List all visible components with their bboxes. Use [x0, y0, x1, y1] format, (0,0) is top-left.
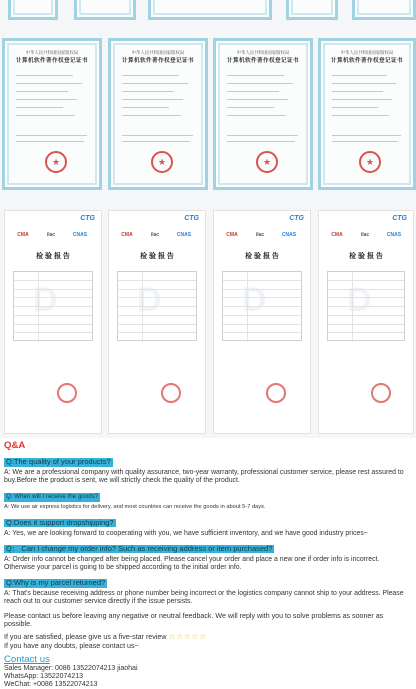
red-seal-icon	[371, 383, 391, 403]
cnas-logo: CNAS	[176, 232, 192, 238]
red-seal-icon: ★	[151, 151, 173, 173]
question-change-order: Q： Can I change my order info? Such as receiving address or item purchased?	[6, 543, 273, 553]
certificate-top-3	[148, 0, 272, 20]
watermark: D	[33, 281, 58, 319]
report-table	[327, 271, 405, 341]
copyright-certificate-3	[213, 38, 313, 190]
qa-item-delivery	[4, 485, 412, 511]
certificate-top-1	[8, 0, 58, 20]
sales-manager-line: Sales Manager: 0086 13522074213 jiaohai	[4, 664, 138, 672]
contact-title: Contact us	[4, 653, 50, 665]
watermark: D	[242, 281, 267, 319]
qa-item-dropshipping	[4, 512, 412, 538]
red-seal-icon: ★	[256, 151, 278, 173]
certificate-top-4	[286, 0, 338, 20]
doubts-note: If you have any doubts, please contact us~	[4, 641, 139, 650]
certificate-title: 计算机软件著作权登记证书	[227, 58, 299, 64]
ctg-logo: CTG	[80, 215, 95, 222]
inspection-report-1	[4, 210, 102, 434]
qa-title: Q&A	[4, 440, 26, 451]
answer-dropshipping: A: Yes, we are looking forward to cooperating with you, we have sufficient inventory, and we have good industry prices~	[4, 529, 368, 537]
report-title: 检 验 报 告	[349, 253, 383, 260]
watermark: D	[347, 281, 372, 319]
whatsapp-line: WhatsApp: 13522074213	[4, 673, 84, 681]
review-text: If you are satisfied, please give us a five-star review	[4, 633, 167, 642]
inspection-report-2	[108, 210, 206, 434]
report-title: 检 验 报 告	[140, 253, 174, 260]
red-seal-icon: ★	[45, 151, 67, 173]
report-title: 检 验 报 告	[36, 253, 70, 260]
certificate-issuer: 中华人民共和国国家版权局	[25, 50, 79, 55]
ctg-logo: CTG	[289, 215, 304, 222]
report-table	[117, 271, 197, 341]
qa-section	[0, 440, 416, 689]
red-seal-icon	[161, 383, 181, 403]
cnas-logo: CNAS	[281, 232, 297, 238]
qa-item-returned	[4, 572, 412, 606]
answer-delivery: A: We use air express logistics for delivery, and most countries can receive the goods in about 5-7 days.	[4, 504, 266, 511]
certificate-title: 计算机软件著作权登记证书	[122, 58, 194, 64]
question-dropshipping: Q:Does it support dropshipping?	[6, 517, 114, 527]
red-seal-icon	[266, 383, 286, 403]
cma-logo: CMA	[17, 232, 29, 238]
wechat-line: WeChat: +0086 13522074213	[4, 681, 98, 689]
question-delivery: Q: When will I receive the goods?	[6, 493, 99, 501]
qa-item-change-order	[4, 538, 412, 572]
cnas-logo: CNAS	[386, 232, 402, 238]
ilac-logo: ilac	[46, 232, 56, 238]
report-table	[13, 271, 93, 341]
cma-logo: CMA	[226, 232, 238, 238]
red-seal-icon	[57, 383, 77, 403]
ctg-logo: CTG	[392, 215, 407, 222]
inspection-report-4	[318, 210, 414, 434]
cma-logo: CMA	[121, 232, 133, 238]
watermark: D	[137, 281, 162, 319]
certificate-title: 计算机软件著作权登记证书	[16, 58, 88, 64]
feedback-note: Please contact us before leaving any negative or neutral feedback. We will reply with you to solve problems as sooner as possible.	[4, 611, 384, 628]
review-request	[4, 633, 412, 641]
certificate-top-2	[74, 0, 136, 20]
five-star-icon: ☆☆☆☆☆	[168, 632, 207, 642]
ilac-logo: ilac	[255, 232, 265, 238]
certificate-issuer: 中华人民共和国国家版权局	[340, 50, 394, 55]
certificate-issuer: 中华人民共和国国家版权局	[131, 50, 185, 55]
ilac-logo: ilac	[150, 232, 160, 238]
copyright-certificate-2	[108, 38, 208, 190]
ctg-logo: CTG	[184, 215, 199, 222]
inspection-report-3	[213, 210, 311, 434]
copyright-certificate-1	[2, 38, 102, 190]
answer-quality: A: We are a professional company with quality assurance, two-year warranty, professional customer service, please rest assured to buy.Before the product is sent, we will strictly check the quality of the product.	[4, 469, 404, 485]
certificate-issuer: 中华人民共和国国家版权局	[236, 50, 290, 55]
answer-returned: A: That's because receiving address or phone number being incorrect or the logistics company cannot ship to your address. Please reach out to our customer service directly if the issue persists.	[4, 590, 404, 606]
cma-logo: CMA	[331, 232, 343, 238]
cnas-logo: CNAS	[72, 232, 88, 238]
red-seal-icon: ★	[359, 151, 381, 173]
answer-change-order: A: Order info cannot be changed after being placed. Please cancel your order and place a new one if order info is incorrect. Otherwise your parcel is going to be shipped according to the initial order info.	[4, 555, 380, 572]
qa-item-quality	[4, 451, 412, 485]
copyright-certificate-4	[318, 38, 416, 190]
question-quality: Q:The quality of your products?	[6, 457, 111, 466]
question-returned: Q:Why is my parcel returned?	[6, 578, 106, 588]
certificate-top-5	[352, 0, 416, 20]
report-title: 检 验 报 告	[245, 253, 279, 260]
certificate-title: 计算机软件著作权登记证书	[331, 58, 403, 64]
ilac-logo: ilac	[360, 232, 370, 238]
report-table	[222, 271, 302, 341]
